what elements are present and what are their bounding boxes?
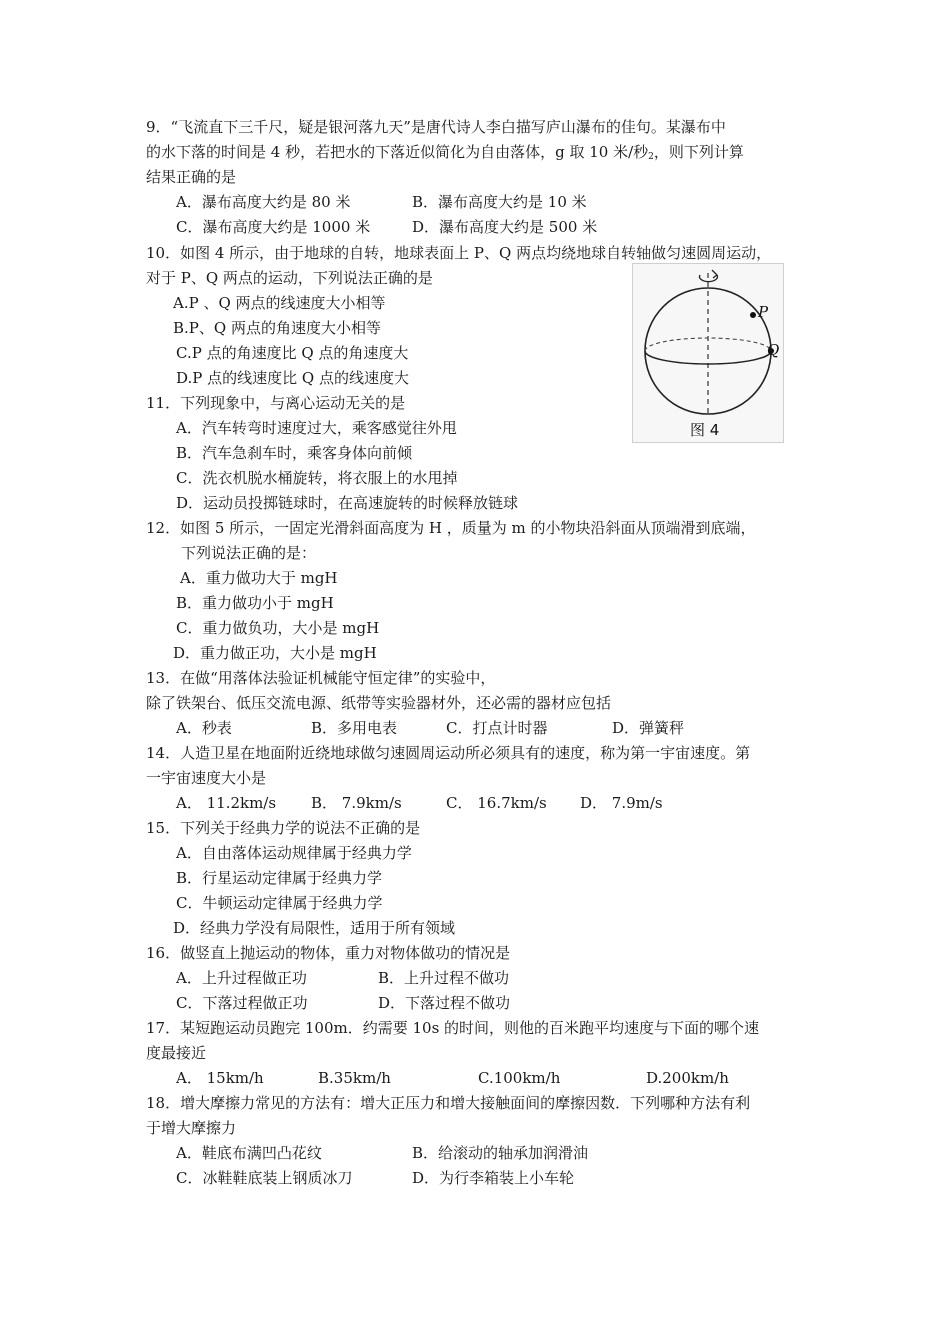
q16-option-a: A．上升过程做正功	[176, 969, 307, 987]
q9-option-d: D．瀑布高度大约是 500 米	[412, 218, 598, 236]
q13-stem-line2: 除了铁架台、低压交流电源、纸带等实验器材外，还必需的器材应包括	[146, 694, 612, 712]
q14-option-d: D． 7.9m/s	[580, 794, 663, 812]
figure-4	[632, 263, 784, 443]
point-p	[750, 312, 756, 318]
q17-option-d: D.200km/h	[646, 1069, 729, 1087]
q15-option-c: C．牛顿运动定律属于经典力学	[176, 894, 383, 912]
q13-option-d: D．弹簧秤	[612, 719, 685, 737]
q18-stem-line1: 18．增大摩擦力常见的方法有：增大正压力和增大接触面间的摩擦因数．下列哪种方法有利	[146, 1094, 751, 1112]
q12-option-d: D．重力做正功，大小是 mgH	[173, 644, 377, 662]
q16-stem-line1: 16．做竖直上抛运动的物体，重力对物体做功的情况是	[146, 944, 511, 962]
q17-option-b: B.35km/h	[318, 1069, 391, 1087]
q11-option-b: B．汽车急刹车时，乘客身体向前倾	[176, 444, 413, 462]
q18-option-a: A．鞋底布满凹凸花纹	[176, 1144, 322, 1162]
q17-stem-line1: 17．某短跑运动员跑完 100m．约需要 10s 的时间，则他的百米跑平均速度与下面的哪个速	[146, 1019, 760, 1037]
q15-option-b: B．行星运动定律属于经典力学	[176, 869, 383, 887]
q12-stem-line1: 12．如图 5 所示，一固定光滑斜面高度为 H ，质量为 m 的小物块沿斜面从顶端滑到底端，	[146, 519, 756, 537]
q13-stem-line1: 13．在做“用落体法验证机械能守恒定律”的实验中，	[146, 669, 496, 687]
q12-option-c: C．重力做负功，大小是 mgH	[176, 619, 380, 637]
q11-option-d: D．运动员投掷链球时，在高速旋转的时候释放链球	[176, 494, 519, 512]
q13-option-a: A．秒表	[176, 719, 232, 737]
q9-stem-line2-post: ，则下列计算	[653, 143, 744, 161]
q14-option-b: B． 7.9km/s	[311, 794, 402, 812]
q9-stem-line1: 9．“飞流直下三千尺，疑是银河落九天”是唐代诗人李白描写庐山瀑布的佳句。某瀑布中	[146, 118, 726, 136]
q17-option-a: A． 15km/h	[176, 1069, 264, 1087]
q14-option-c: C． 16.7km/s	[446, 794, 547, 812]
q14-option-a: A． 11.2km/s	[176, 794, 277, 812]
q9-stem-line3: 结果正确的是	[146, 168, 237, 186]
q18-option-c: C．冰鞋鞋底装上钢质冰刀	[176, 1169, 353, 1187]
q9-option-c: C．瀑布高度大约是 1000 米	[176, 218, 371, 236]
q9-option-a: A．瀑布高度大约是 80 米	[176, 193, 351, 211]
q18-option-b: B．给滚动的轴承加润滑油	[412, 1144, 589, 1162]
q13-option-c: C．打点计时器	[446, 719, 548, 737]
q10-option-a: A.P 、Q 两点的线速度大小相等	[173, 294, 386, 312]
q13-option-b: B．多用电表	[311, 719, 398, 737]
q12-option-b: B．重力做功小于 mgH	[176, 594, 334, 612]
q9-stem-line2-pre: 的水下落的时间是 4 秒，若把水的下落近似简化为自由落体，g 取 10 米/秒	[146, 143, 649, 161]
q11-option-a: A．汽车转弯时速度过大，乘客感觉往外甩	[176, 419, 457, 437]
q10-stem-line1: 10．如图 4 所示，由于地球的自转，地球表面上 P、Q 两点均绕地球自转轴做匀速圆周运动，	[146, 244, 772, 262]
q14-stem-line2: 一宇宙速度大小是	[146, 769, 267, 787]
q18-stem-line2: 于增大摩擦力	[146, 1119, 237, 1137]
q9-option-b: B．瀑布高度大约是 10 米	[412, 193, 587, 211]
q15-stem-line1: 15．下列关于经典力学的说法不正确的是	[146, 819, 421, 837]
q9-stem-line2	[146, 142, 744, 162]
q10-option-d: D.P 点的线速度比 Q 点的线速度大	[176, 369, 409, 387]
q12-option-a: A．重力做功大于 mgH	[180, 569, 338, 587]
q17-option-c: C.100km/h	[478, 1069, 561, 1087]
q11-option-c: C．洗衣机脱水桶旋转，将衣服上的水甩掉	[176, 469, 458, 487]
figure-4-caption: 图 4	[690, 421, 720, 439]
q16-option-d: D．下落过程不做功	[378, 994, 511, 1012]
q14-stem-line1: 14．人造卫星在地面附近绕地球做匀速圆周运动所必须具有的速度，称为第一宇宙速度。第	[146, 744, 751, 762]
label-p: P	[758, 303, 769, 321]
q9-superscript: 2	[648, 152, 654, 162]
q16-option-c: C．下落过程做正功	[176, 994, 308, 1012]
label-q: Q	[767, 341, 780, 359]
figure-4-frame	[633, 264, 784, 443]
q10-option-b: B.P、Q 两点的角速度大小相等	[173, 319, 381, 337]
figure-4-earth-diagram	[632, 263, 784, 443]
q17-stem-line2: 度最接近	[146, 1044, 207, 1062]
q11-stem-line1: 11．下列现象中，与离心运动无关的是	[146, 394, 406, 412]
q12-stem-line2: 下列说法正确的是：	[181, 544, 317, 562]
q10-option-c: C.P 点的角速度比 Q 点的角速度大	[176, 344, 409, 362]
q15-option-d: D．经典力学没有局限性，适用于所有领域	[173, 919, 456, 937]
q15-option-a: A．自由落体运动规律属于经典力学	[176, 844, 412, 862]
q10-stem-line2: 对于 P、Q 两点的运动，下列说法正确的是	[146, 269, 433, 287]
q16-option-b: B．上升过程不做功	[378, 969, 510, 987]
q18-option-d: D．为行李箱装上小车轮	[412, 1169, 575, 1187]
